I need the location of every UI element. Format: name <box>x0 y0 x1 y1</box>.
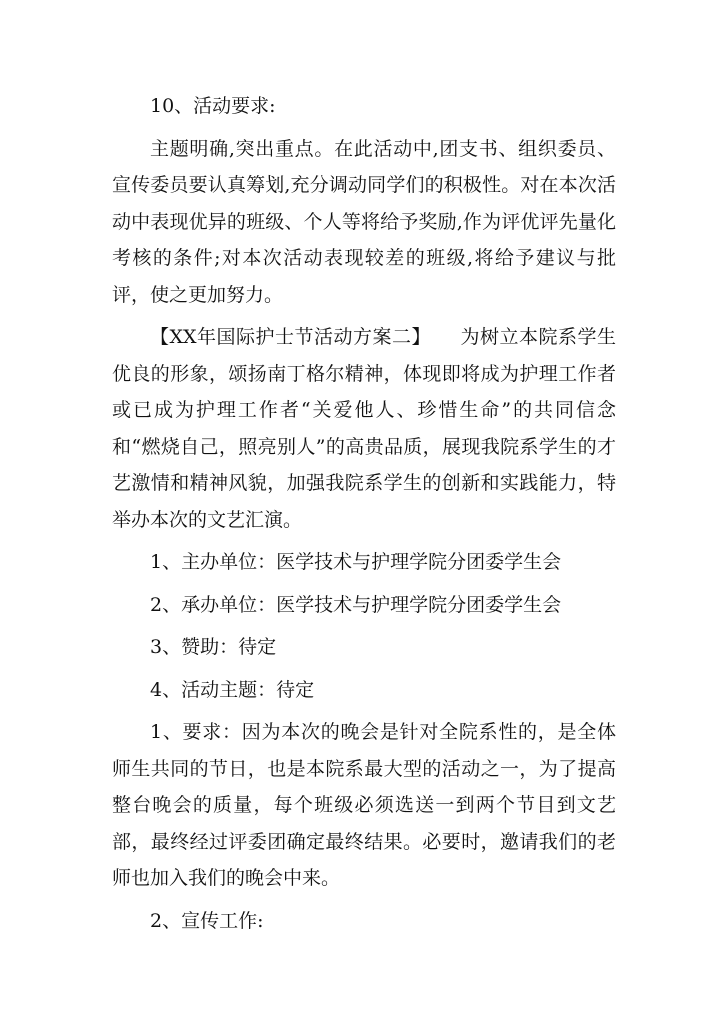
paragraph-nurses-day-plan-two: 【XX年国际护士节活动方案二】 为树立本院系学生优良的形象，颂扬南丁格尔精神，体现即将成为护理工作者或已成为护理工作者“关爱他人、珍惜生命”的共同信念和“燃烧自己，照亮别人”的高贵品质，展现我院系学生的才艺激情和精神风貌，加强我院系学生的创新和实践能力，特举办本次的文艺汇演。 <box>112 326 616 531</box>
paragraph-theme-requirements: 主题明确,突出重点。在此活动中,团支书、组织委员、宣传委员要认真筹划,充分调动同学们的积极性。对在本次活动中表现优异的班级、个人等将给予奖励,作为评优评先量化考核的条件;对本次活动表现较差的班级,将给予建议与批评，使之更加努力。 <box>112 137 616 306</box>
paragraph-activity-requirements-heading: 10、活动要求: <box>150 95 276 117</box>
paragraph-organizer-unit: 2、承办单位：医学技术与护理学院分团委学生会 <box>150 593 562 616</box>
paragraph-publicity-heading: 2、宣传工作: <box>150 909 264 932</box>
paragraph-sponsor: 3、赞助：待定 <box>150 636 277 658</box>
document-body <box>112 88 616 939</box>
paragraph-host-unit: 1、主办单位：医学技术与护理学院分团委学生会 <box>150 551 562 573</box>
paragraph-activity-theme: 4、活动主题：待定 <box>150 678 315 701</box>
paragraph-requirements-detail: 1、要求：因为本次的晚会是针对全院系性的，是全体师生共同的节日，也是本院系最大型的活动之一，为了提高整台晚会的质量，每个班级必须选送一到两个节目到文艺部，最终经过评委团确定最终结果。必要时，邀请我们的老师也加入我们的晚会中来。 <box>112 721 616 889</box>
